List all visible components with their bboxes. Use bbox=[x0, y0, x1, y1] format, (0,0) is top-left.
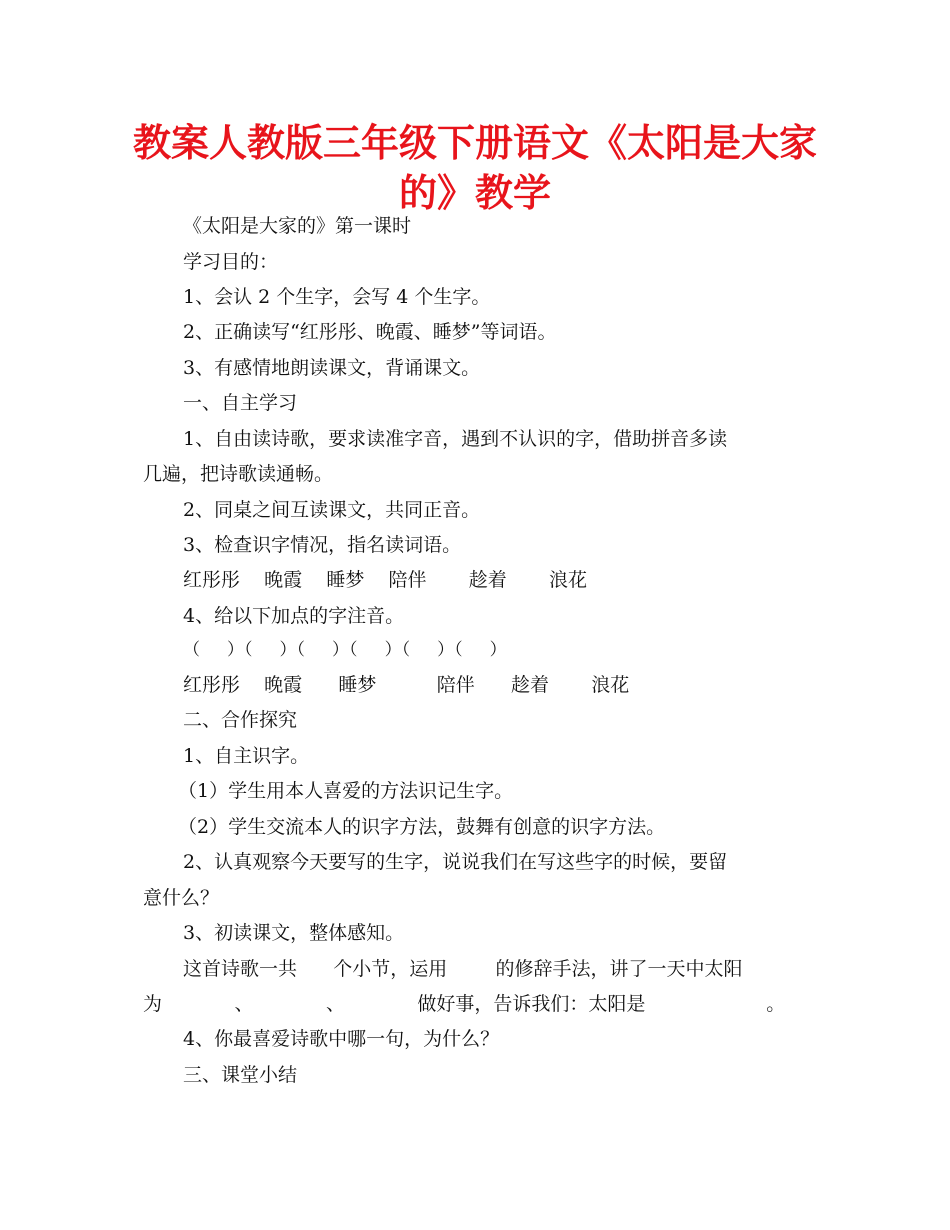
word-list: 红彤彤 晚霞 睡梦 陪伴 趁着 浪花 bbox=[183, 674, 630, 696]
objective-item: 3、有感情地朗读课文，背诵课文。 bbox=[183, 357, 481, 379]
word-list: 红彤彤 晚霞 睡梦 陪伴 趁着 浪花 bbox=[183, 569, 588, 591]
fill-in-line: 为 、 、 做好事，告诉我们：太阳是 。 bbox=[143, 993, 786, 1015]
paragraph-line: 4、给以下加点的字注音。 bbox=[183, 605, 405, 627]
section-heading: 一、自主学习 bbox=[183, 392, 298, 414]
paragraph-line: 3、检查识字情况，指名读词语。 bbox=[183, 534, 462, 556]
title-line-2: 的》教学 bbox=[398, 171, 551, 215]
document-title bbox=[120, 118, 830, 218]
paragraph-line: （1）学生用本人喜爱的方法识记生字。 bbox=[178, 780, 514, 802]
paragraph-line: 意什么？ bbox=[143, 887, 220, 909]
pinyin-blanks: （ ）（ ）（ ）（ ）（ ）（ ） bbox=[183, 640, 507, 660]
title-line-1: 教案人教版三年级下册语文《太阳是大家 bbox=[132, 121, 817, 165]
paragraph-line: 4、你最喜爱诗歌中哪一句，为什么？ bbox=[183, 1028, 500, 1050]
lesson-heading: 《太阳是大家的》第一课时 bbox=[183, 215, 412, 237]
objectives-heading: 学习目的： bbox=[183, 251, 279, 273]
paragraph-line: 几遍，把诗歌读通畅。 bbox=[143, 463, 334, 485]
paragraph-line: （2）学生交流本人的识字方法，鼓舞有创意的识字方法。 bbox=[178, 816, 666, 838]
paragraph-line: 1、自主识字。 bbox=[183, 745, 310, 767]
paragraph-line: 2、认真观察今天要写的生字，说说我们在写这些字的时候，要留 bbox=[183, 851, 728, 873]
fill-in-line: 这首诗歌一共 个小节，运用 的修辞手法，讲了一天中太阳 bbox=[183, 958, 743, 980]
objective-item: 1、会认 2 个生字，会写 4 个生字。 bbox=[183, 286, 491, 308]
objective-item: 2、正确读写“红彤彤、晚霞、睡梦”等词语。 bbox=[183, 321, 557, 343]
section-heading: 三、课堂小结 bbox=[183, 1064, 298, 1086]
paragraph-line: 3、初读课文，整体感知。 bbox=[183, 922, 405, 944]
section-heading: 二、合作探究 bbox=[183, 709, 298, 731]
paragraph-line: 1、自由读诗歌，要求读准字音，遇到不认识的字，借助拼音多读 bbox=[183, 428, 728, 450]
paragraph-line: 2、同桌之间互读课文，共同正音。 bbox=[183, 499, 481, 521]
